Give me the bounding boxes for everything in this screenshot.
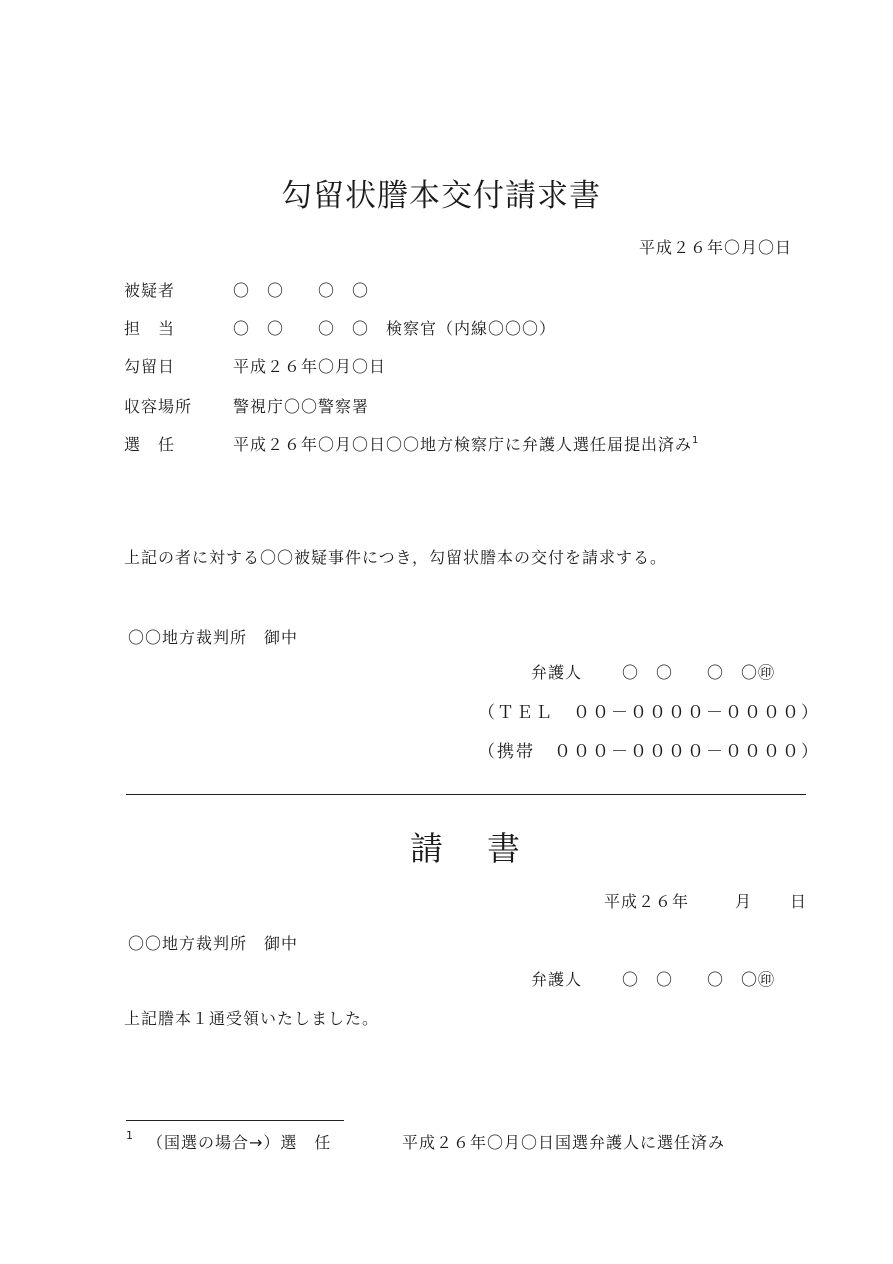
request-attorney-name: 〇 〇 〇 〇㊞ [622,663,776,682]
field-label-suspect: 被疑者 [124,281,176,300]
receipt-court: 〇〇地方裁判所 御中 [128,934,299,953]
section-divider [126,794,806,795]
receipt-date-day: 日 [790,892,808,911]
receipt-title-char-1: 請 [410,829,443,868]
field-label-detention-date: 勾留日 [124,357,176,376]
field-label-in-charge: 担 当 [124,319,176,338]
receipt-statement: 上記謄本１通受領いたしました。 [124,1009,380,1028]
request-statement: 上記の者に対する〇〇被疑事件につき，勾留状謄本の交付を請求する。 [124,548,668,567]
footnote-detail: 平成２６年〇月〇日国選弁護人に選任済み [402,1133,726,1152]
field-label-appointment: 選 任 [124,435,176,454]
footnote-text: （国選の場合→）選 任 [147,1133,332,1152]
receipt-title-char-2: 書 [487,829,520,868]
field-value-detention-date: 平成２６年〇月〇日 [233,357,387,376]
request-tel: （ＴＥＬ ００－００００－００００） [478,703,820,723]
receipt-date-year: 平成２６年 [604,892,690,911]
appointment-text: 平成２６年〇月〇日〇〇地方検察庁に弁護人選任届提出済み [233,435,693,454]
field-value-appointment [233,432,698,455]
footnote-rule [126,1120,344,1121]
request-mobile: （携帯 ０００－００００－００００） [478,742,820,762]
field-label-facility: 収容場所 [124,397,193,416]
footnote-ref: 1 [692,435,699,446]
request-attorney-label: 弁護人 [531,663,583,682]
receipt-attorney-label: 弁護人 [531,970,583,989]
field-value-suspect: 〇 〇 〇 〇 [233,281,370,300]
request-date: 平成２６年〇月〇日 [639,238,793,257]
receipt-title [410,823,520,870]
request-court: 〇〇地方裁判所 御中 [128,628,299,647]
field-value-in-charge: 〇 〇 〇 〇 検察官（内線〇〇〇） [233,319,557,338]
footnote-mark: 1 [126,1129,133,1142]
receipt-attorney-name: 〇 〇 〇 〇㊞ [622,970,776,989]
document-title: 勾留状謄本交付請求書 [281,178,601,214]
receipt-date-month: 月 [735,892,753,911]
field-value-facility: 警視庁〇〇警察署 [233,397,370,416]
